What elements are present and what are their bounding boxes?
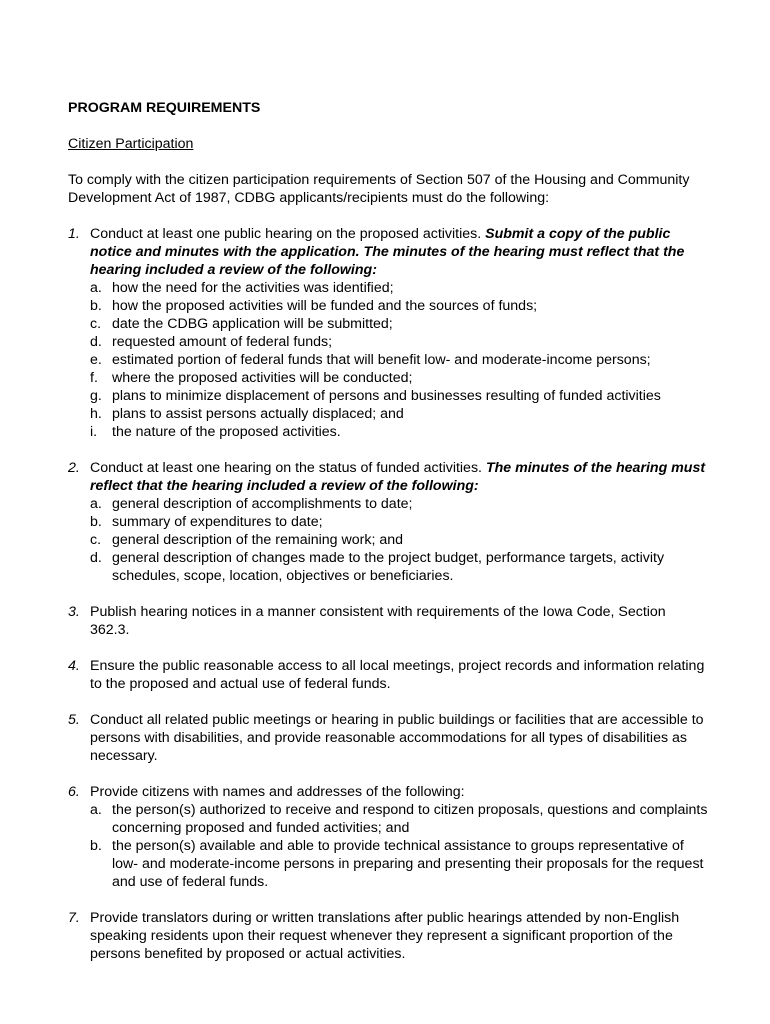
subitem-text: plans to assist persons actually displaced; and <box>112 406 404 422</box>
intro-paragraph: To comply with the citizen participation requirements of Section 507 of the Housing and Community Development Act of 1987, CDBG applicants/recipients must do the following: <box>68 172 690 206</box>
requirement-subitem <box>90 315 708 333</box>
subitem-text: general description of accomplishments to date; <box>112 496 413 512</box>
subitem-letter: a. <box>90 802 102 818</box>
subitem-text: the person(s) available and able to provide technical assistance to groups representative of low- and moderate-income persons in preparing and presenting their proposals for the request and use of federal funds. <box>112 838 704 890</box>
requirement-subitem <box>90 333 708 351</box>
requirement-subitem <box>90 351 708 369</box>
requirement-number: 1. <box>68 226 80 242</box>
page-title: PROGRAM REQUIREMENTS <box>68 100 261 116</box>
document-page <box>68 99 708 963</box>
requirement-subitem <box>90 423 708 441</box>
requirement-subitem <box>90 801 708 837</box>
requirement-item <box>68 225 708 441</box>
requirement-item <box>68 603 708 639</box>
requirement-subitem <box>90 369 708 387</box>
requirement-item <box>68 783 708 891</box>
subitem-text: date the CDBG application will be submitted; <box>112 316 393 332</box>
requirements-list <box>68 225 708 963</box>
subitem-text: general description of changes made to the project budget, performance targets, activity schedules, scope, location, objectives or beneficiaries. <box>112 550 665 584</box>
requirement-item <box>68 711 708 765</box>
subitem-text: estimated portion of federal funds that will benefit low- and moderate-income persons; <box>112 352 651 368</box>
requirement-text-block <box>90 225 708 279</box>
subitem-letter: b. <box>90 514 102 530</box>
subitem-text: summary of expenditures to date; <box>112 514 323 530</box>
subitem-letter: c. <box>90 316 102 332</box>
requirement-text-block <box>90 657 708 693</box>
requirement-subitem <box>90 549 708 585</box>
subitem-text: plans to minimize displacement of persons and businesses resulting of funded activities <box>112 388 661 404</box>
subitem-letter: d. <box>90 550 102 566</box>
subitem-letter: c. <box>90 532 102 548</box>
requirement-text-block <box>90 603 708 639</box>
requirement-subitem <box>90 837 708 891</box>
subitem-letter: b. <box>90 838 102 854</box>
subitem-letter: a. <box>90 496 102 512</box>
subitem-letter: b. <box>90 298 102 314</box>
requirement-text: Conduct at least one public hearing on the proposed activities. <box>90 226 486 242</box>
requirement-number: 5. <box>68 712 80 728</box>
requirement-emphasis: The minutes of the hearing must reflect that the hearing included a review of the following: <box>90 460 706 494</box>
subitem-text: how the need for the activities was identified; <box>112 280 394 296</box>
requirement-text: Provide translators during or written translations after public hearings attended by non-English speaking residents upon their request whenever they represent a significant proportion of the persons benefited by proposed or actual activities. <box>90 910 680 962</box>
subitem-letter: f. <box>90 370 98 386</box>
requirement-number: 3. <box>68 604 80 620</box>
requirement-text-block <box>90 711 708 765</box>
requirement-text: Provide citizens with names and addresses of the following: <box>90 784 465 800</box>
requirement-subitem <box>90 513 708 531</box>
requirement-text: Conduct at least one hearing on the status of funded activities. <box>90 460 486 476</box>
requirement-item <box>68 909 708 963</box>
requirement-number: 2. <box>68 460 80 476</box>
requirement-subitem <box>90 297 708 315</box>
subitem-text: the nature of the proposed activities. <box>112 424 341 440</box>
subitem-letter: e. <box>90 352 102 368</box>
requirement-text-block <box>90 909 708 963</box>
requirement-item <box>68 657 708 693</box>
requirement-text: Conduct all related public meetings or hearing in public buildings or facilities that are accessible to persons with disabilities, and provide reasonable accommodations for all types of disabilities as necessary. <box>90 712 704 764</box>
subitem-text: general description of the remaining work; and <box>112 532 404 548</box>
subitem-letter: h. <box>90 406 102 422</box>
requirement-number: 6. <box>68 784 80 800</box>
requirement-number: 7. <box>68 910 80 926</box>
requirement-text-block <box>90 459 708 495</box>
requirement-subitem <box>90 531 708 549</box>
subitem-letter: g. <box>90 388 102 404</box>
subitem-text: where the proposed activities will be conducted; <box>112 370 413 386</box>
subitem-text: the person(s) authorized to receive and respond to citizen proposals, questions and complaints concerning proposed and funded activities; and <box>112 802 708 836</box>
requirement-item <box>68 459 708 585</box>
requirement-subitem <box>90 495 708 513</box>
requirement-emphasis: Submit a copy of the public notice and minutes with the application. The minutes of the hearing must reflect that the hearing included a review of the following: <box>90 226 685 278</box>
subitem-letter: d. <box>90 334 102 350</box>
requirement-text: Publish hearing notices in a manner consistent with requirements of the Iowa Code, Section 362.3. <box>90 604 666 638</box>
section-heading: Citizen Participation <box>68 136 194 152</box>
subitem-letter: i. <box>90 424 98 440</box>
requirement-subitem <box>90 405 708 423</box>
requirement-number: 4. <box>68 658 80 674</box>
requirement-subitem <box>90 387 708 405</box>
requirement-subitem <box>90 279 708 297</box>
requirement-text: Ensure the public reasonable access to all local meetings, project records and information relating to the proposed and actual use of federal funds. <box>90 658 705 692</box>
requirement-text-block <box>90 783 708 801</box>
subitem-letter: a. <box>90 280 102 296</box>
subitem-text: requested amount of federal funds; <box>112 334 333 350</box>
subitem-text: how the proposed activities will be funded and the sources of funds; <box>112 298 538 314</box>
